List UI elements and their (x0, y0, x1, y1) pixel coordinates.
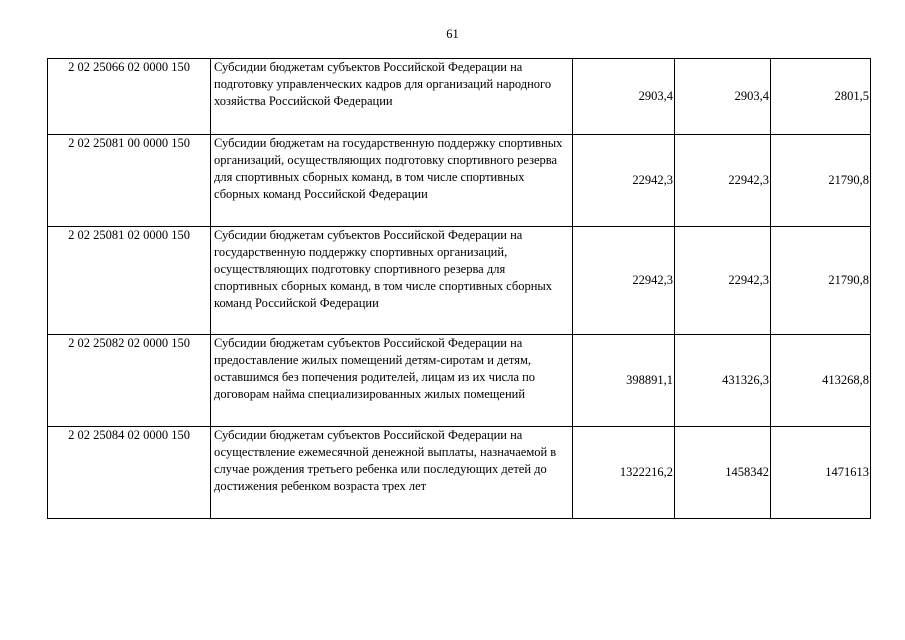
amount-column-1-cell: 398891,1 (573, 335, 675, 427)
budget-item-name-cell: Субсидии бюджетам субъектов Российской Федерации на подготовку управленческих кадров для организаций народного хозяйства Российской Федерации (211, 59, 573, 135)
amount-column-2-cell: 22942,3 (675, 227, 771, 335)
amount-column-1-cell: 22942,3 (573, 135, 675, 227)
budget-code-cell: 2 02 25084 02 0000 150 (48, 427, 211, 519)
budget-code-cell: 2 02 25081 00 0000 150 (48, 135, 211, 227)
amount-column-3-cell: 21790,8 (771, 227, 871, 335)
table-row (48, 135, 871, 227)
amount-column-3-cell: 2801,5 (771, 59, 871, 135)
amount-column-3-cell: 21790,8 (771, 135, 871, 227)
budget-item-name-cell: Субсидии бюджетам субъектов Российской Федерации на государственную поддержку спортивных организаций, осуществляющих подготовку спортивного резерва для спортивных сборных команд, в том числе спортивных сборных команд Российской Федерации (211, 227, 573, 335)
budget-code-cell: 2 02 25082 02 0000 150 (48, 335, 211, 427)
table-row (48, 335, 871, 427)
table-row (48, 227, 871, 335)
amount-column-1-cell: 1322216,2 (573, 427, 675, 519)
amount-column-1-cell: 2903,4 (573, 59, 675, 135)
amount-column-1-cell: 22942,3 (573, 227, 675, 335)
budget-item-name-cell: Субсидии бюджетам на государственную поддержку спортивных организаций, осуществляющих подготовку спортивного резерва для спортивных сборных команд, в том числе спортивных сборных команд Российской Федерации (211, 135, 573, 227)
amount-column-3-cell: 413268,8 (771, 335, 871, 427)
budget-code-cell: 2 02 25081 02 0000 150 (48, 227, 211, 335)
amount-column-2-cell: 22942,3 (675, 135, 771, 227)
amount-column-2-cell: 1458342 (675, 427, 771, 519)
budget-table (47, 58, 871, 519)
table-row (48, 427, 871, 519)
amount-column-3-cell: 1471613 (771, 427, 871, 519)
budget-code-cell: 2 02 25066 02 0000 150 (48, 59, 211, 135)
budget-item-name-cell: Субсидии бюджетам субъектов Российской Федерации на предоставление жилых помещений детям-сиротам и детям, оставшимся без попечения родителей, лицам из их числа по договорам найма специализированных жилых помещений (211, 335, 573, 427)
amount-column-2-cell: 431326,3 (675, 335, 771, 427)
page-number: 61 (446, 27, 459, 41)
table-row (48, 59, 871, 135)
amount-column-2-cell: 2903,4 (675, 59, 771, 135)
budget-item-name-cell: Субсидии бюджетам субъектов Российской Федерации на осуществление ежемесячной денежной выплаты, назначаемой в случае рождения третьего ребенка или последующих детей до достижения ребенком возраста трех лет (211, 427, 573, 519)
